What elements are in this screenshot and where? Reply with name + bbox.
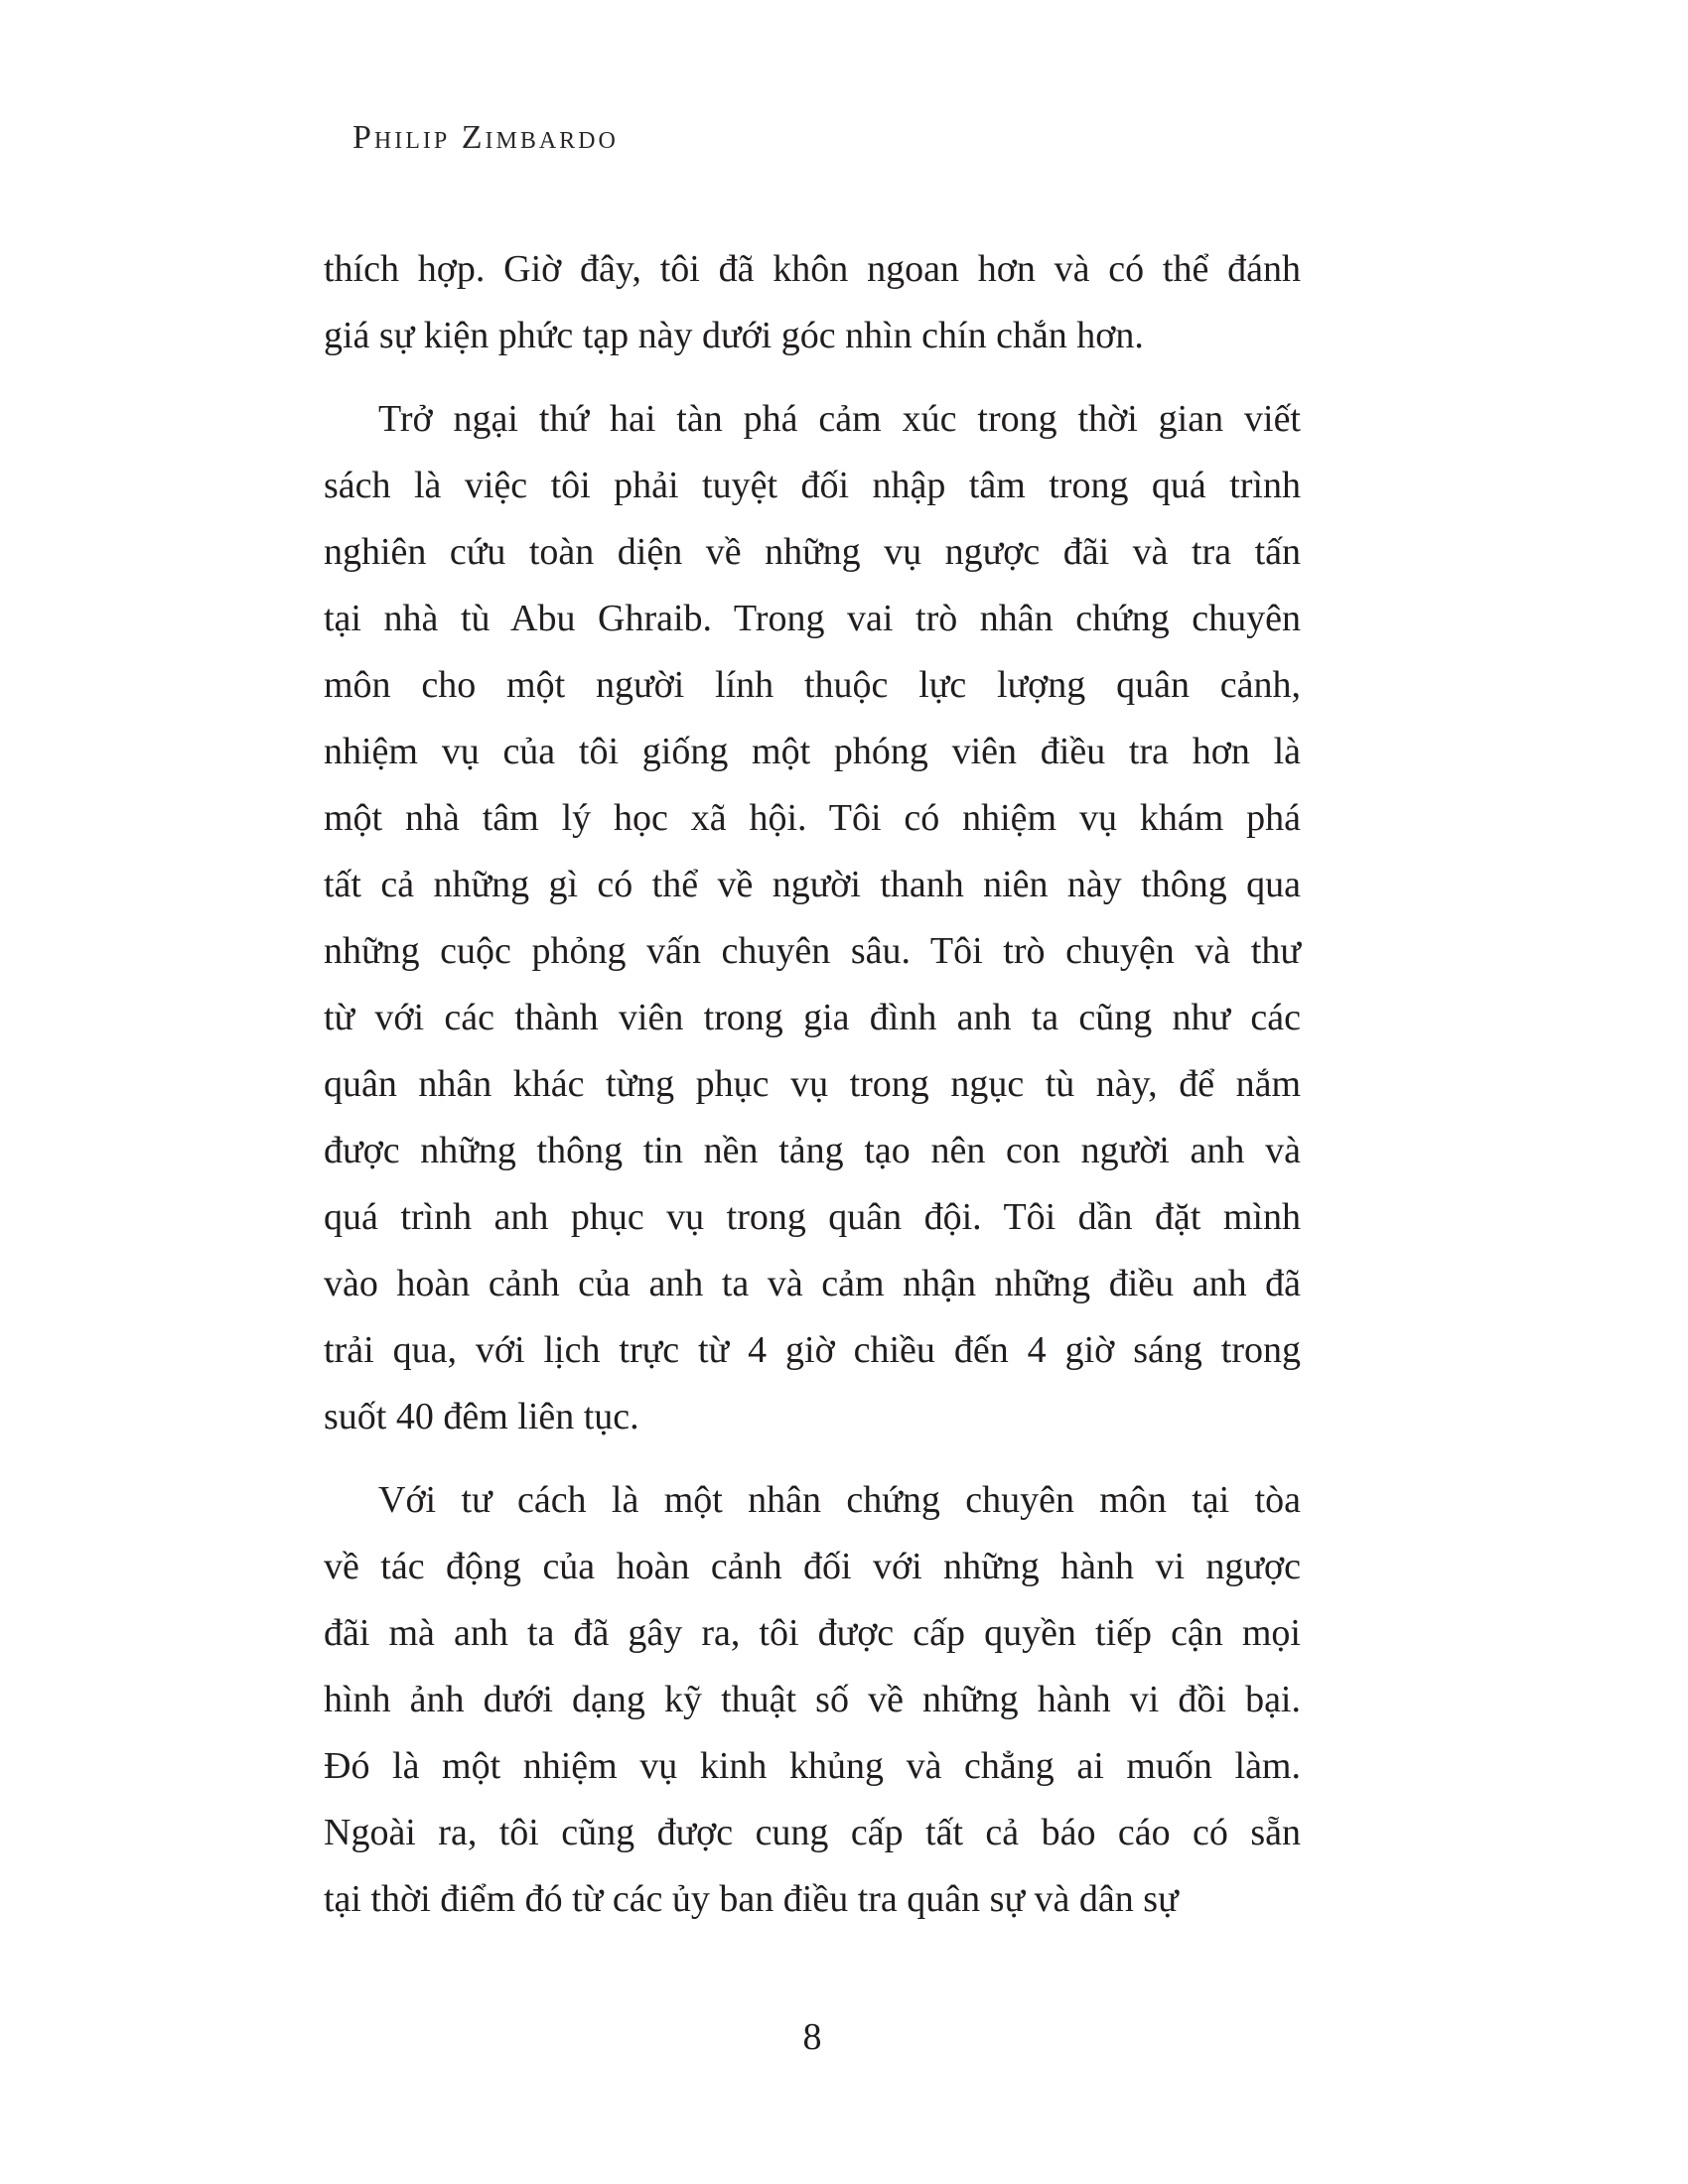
text-line: những cuộc phỏng vấn chuyên sâu. Tôi trò chuyện và thư [324, 930, 1301, 972]
text-line: thích hợp. Giờ đây, tôi đã khôn ngoan hơn và có thể đánh [324, 248, 1301, 290]
running-header: Philip Zimbardo [352, 119, 619, 156]
text-line: Trở ngại thứ hai tàn phá cảm xúc trong thời gian viết [378, 398, 1301, 440]
text-line: Với tư cách là một nhân chứng chuyên môn tại tòa [378, 1479, 1301, 1521]
text-line: nghiên cứu toàn diện về những vụ ngược đãi và tra tấn [324, 531, 1301, 573]
text-line: từ với các thành viên trong gia đình anh ta cũng như các [324, 997, 1301, 1038]
text-line: suốt 40 đêm liên tục. [324, 1396, 639, 1437]
text-line: hình ảnh dưới dạng kỹ thuật số về những hành vi đồi bại. [324, 1679, 1301, 1720]
text-line: quân nhân khác từng phục vụ trong ngục tù này, để nắm [324, 1063, 1301, 1105]
text-line: tại nhà tù Abu Ghraib. Trong vai trò nhân chứng chuyên [324, 598, 1301, 639]
text-line: tại thời điểm đó từ các ủy ban điều tra quân sự và dân sự [324, 1878, 1179, 1920]
text-line: sách là việc tôi phải tuyệt đối nhập tâm trong quá trình [324, 465, 1301, 506]
text-line: Ngoài ra, tôi cũng được cung cấp tất cả báo cáo có sẵn [324, 1812, 1301, 1853]
text-line: Đó là một nhiệm vụ kinh khủng và chẳng ai muốn làm. [324, 1745, 1301, 1787]
paragraph [324, 236, 1301, 369]
paragraph [324, 1467, 1301, 1933]
text-line: nhiệm vụ của tôi giống một phóng viên điều tra hơn là [324, 731, 1301, 772]
paragraph [324, 386, 1301, 1450]
text-line: một nhà tâm lý học xã hội. Tôi có nhiệm vụ khám phá [324, 797, 1301, 839]
text-line: môn cho một người lính thuộc lực lượng quân cảnh, [324, 664, 1301, 706]
page-number: 8 [802, 2016, 822, 2058]
text-line: tất cả những gì có thể về người thanh niên này thông qua [324, 864, 1301, 905]
text-line: giá sự kiện phức tạp này dưới góc nhìn chín chắn hơn. [324, 315, 1144, 356]
text-line: được những thông tin nền tảng tạo nên con người anh và [324, 1130, 1301, 1171]
text-line: quá trình anh phục vụ trong quân đội. Tôi dần đặt mình [324, 1196, 1301, 1238]
body-text [324, 236, 1301, 1950]
text-line: về tác động của hoàn cảnh đối với những hành vi ngược [324, 1546, 1301, 1587]
text-line: vào hoàn cảnh của anh ta và cảm nhận những điều anh đã [324, 1263, 1301, 1304]
text-line: đãi mà anh ta đã gây ra, tôi được cấp quyền tiếp cận mọi [324, 1612, 1301, 1654]
text-line: trải qua, với lịch trực từ 4 giờ chiều đến 4 giờ sáng trong [324, 1329, 1301, 1371]
